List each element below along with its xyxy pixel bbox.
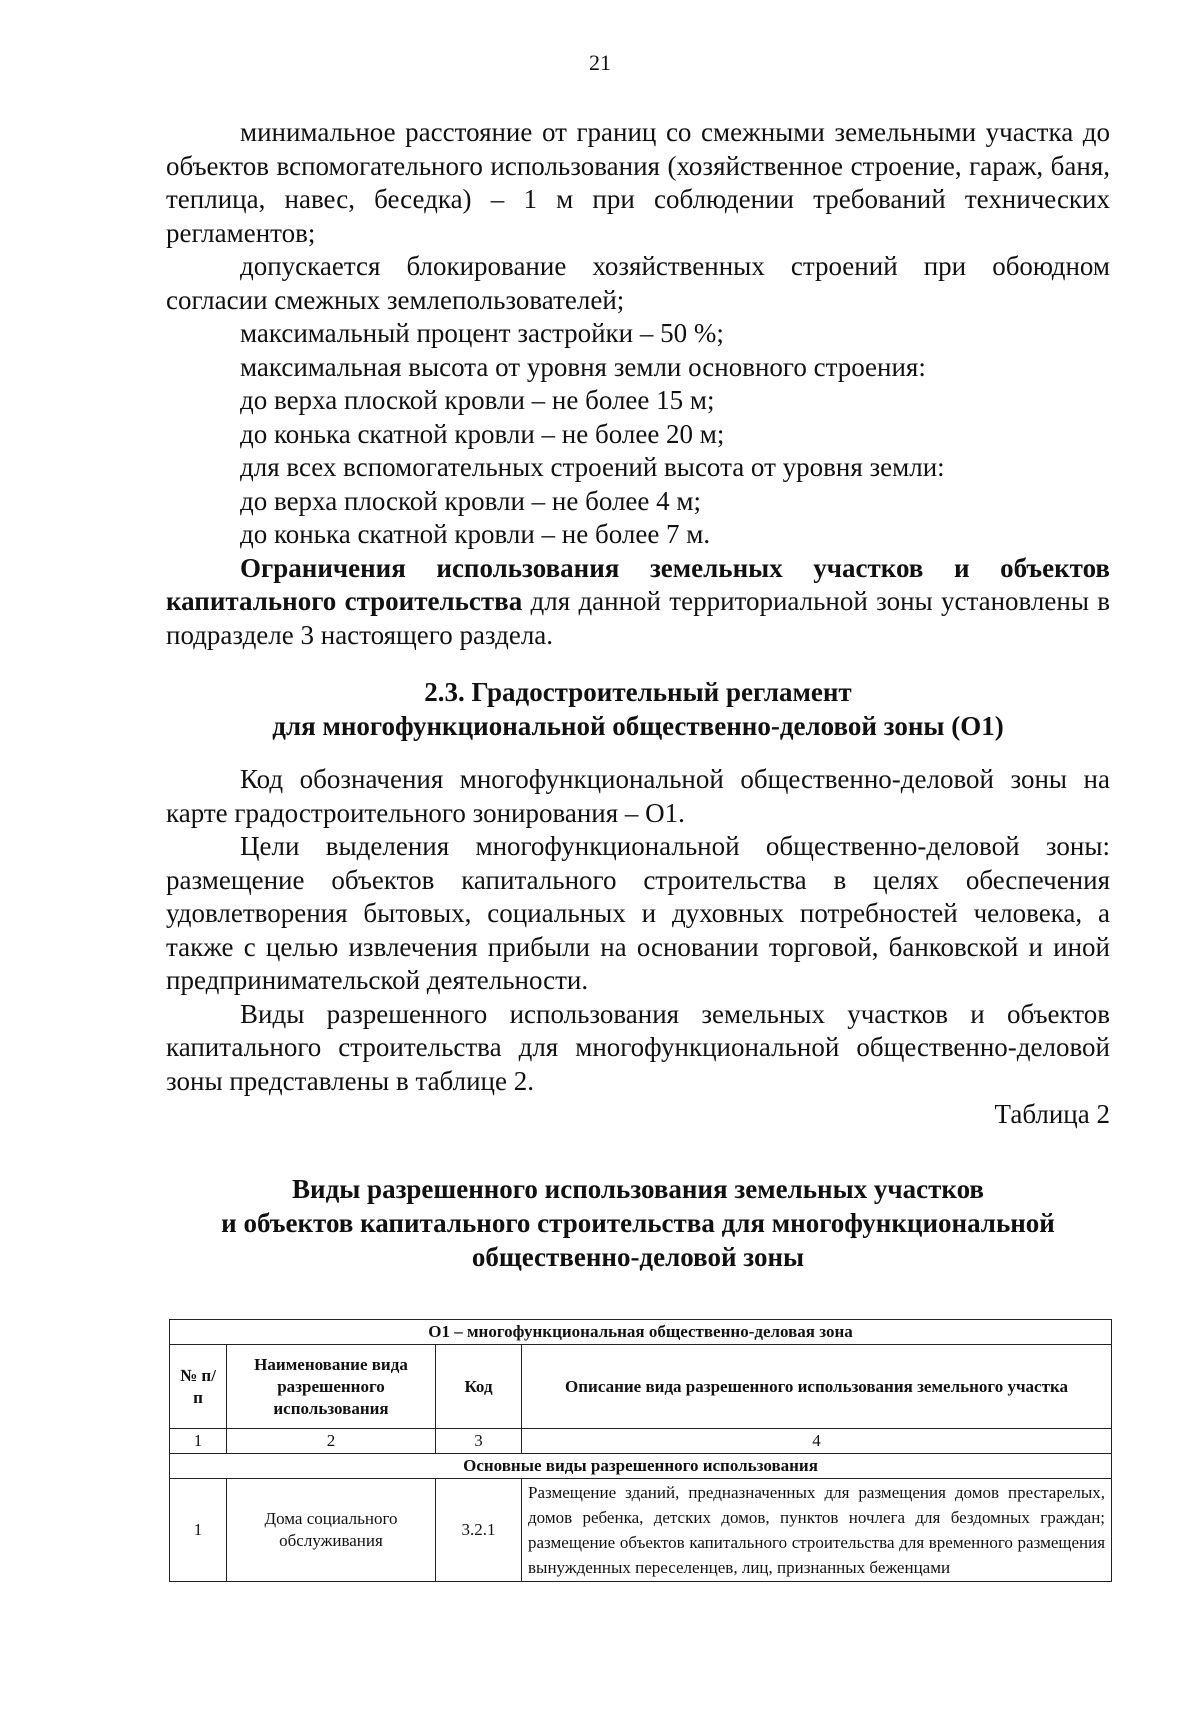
document-body xyxy=(166,116,1110,1274)
column-header: № п/п xyxy=(170,1345,227,1429)
row-code: 3.2.1 xyxy=(436,1479,522,1582)
paragraph: максимальный процент застройки – 50 %; xyxy=(240,318,724,348)
row-number: 1 xyxy=(170,1479,227,1582)
column-number: 3 xyxy=(436,1429,522,1454)
table-row xyxy=(170,1479,1112,1582)
column-number: 2 xyxy=(227,1429,436,1454)
column-number: 1 xyxy=(170,1429,227,1454)
table-title xyxy=(166,1172,1110,1274)
column-header: Код xyxy=(436,1345,522,1429)
table-group-header: Основные виды разрешенного использования xyxy=(170,1454,1112,1479)
table-zone-header: О1 – многофункциональная общественно-деловая зона xyxy=(170,1320,1112,1345)
row-name: Дома социального обслуживания xyxy=(227,1479,436,1582)
paragraph: Цели выделения многофункциональной общественно-деловой зоны: размещение объектов капитального строительства в целях обеспечения удовлетворения бытовых, социальных и духовных потребностей человека, а также с целью извлечения прибыли на основании торговой, банковской и иной предпринимательской деятельности. xyxy=(166,831,1110,995)
restrictions-paragraph xyxy=(166,552,1110,653)
table-column-numbers-row xyxy=(170,1429,1112,1454)
table-header-row xyxy=(170,1345,1112,1429)
section-heading xyxy=(166,676,1110,743)
restrictions-bold-text: Ограничения использования земельных участков и объектов капитального строительства xyxy=(166,552,1110,616)
paragraph: до верха плоской кровли – не более 4 м; xyxy=(240,485,701,516)
paragraph: Код обозначения многофункциональной общественно-деловой зоны на карте градостроительного зонирования – О1. xyxy=(166,764,1110,828)
paragraph: максимальная высота от уровня земли основного строения: xyxy=(240,351,926,382)
column-number: 4 xyxy=(522,1429,1112,1454)
table-group-row xyxy=(170,1454,1112,1479)
table-caption: Таблица 2 xyxy=(994,1099,1110,1129)
paragraph: до конька скатной кровли – не более 7 м. xyxy=(240,519,711,549)
row-description: Размещение зданий, предназначенных для размещения домов престарелых, домов ребенка, детских домов, пунктов ночлега для бездомных граждан; размещение объектов капитального строительства для временного размещения вынужденных переселенцев, лиц, признанных беженцами xyxy=(522,1479,1112,1582)
section-heading-line1: 2.3. Градостроительный регламент xyxy=(424,677,852,707)
column-header: Наименование вида разрешенного использования xyxy=(227,1345,436,1429)
section-heading-line2: для многофункциональной общественно-деловой зоны (О1) xyxy=(272,710,1004,741)
paragraph: минимальное расстояние от границ со смежными земельными участка до объектов вспомогательного использования (хозяйственное строение, гараж, баня, теплица, навес, беседка) – 1 м при соблюдении требований технических регламентов; xyxy=(166,117,1110,248)
paragraph: для всех вспомогательных строений высота от уровня земли: xyxy=(240,452,945,482)
table-title-line3: общественно-деловой зоны xyxy=(471,1241,805,1272)
page-number: 21 xyxy=(589,50,611,75)
paragraph: Виды разрешенного использования земельных участков и объектов капитального строительства для многофункциональной общественно-деловой зоны представлены в таблице 2. xyxy=(166,998,1110,1096)
table-zone-row xyxy=(170,1320,1112,1345)
table-title-line2: и объектов капитального строительства для многофункциональной xyxy=(221,1207,1055,1238)
restrictions-text: для данной территориальной зоны установлены в подразделе 3 настоящего раздела. xyxy=(166,586,1110,650)
paragraph: до конька скатной кровли – не более 20 м; xyxy=(240,418,725,449)
table-title-line1: Виды разрешенного использования земельных участков xyxy=(292,1173,984,1204)
paragraph: допускается блокирование хозяйственных строений при обоюдном согласии смежных землепользователей; xyxy=(166,251,1110,315)
regulation-table xyxy=(169,1319,1112,1582)
paragraph: до верха плоской кровли – не более 15 м; xyxy=(240,385,715,415)
column-header: Описание вида разрешенного использования земельного участка xyxy=(522,1345,1112,1429)
